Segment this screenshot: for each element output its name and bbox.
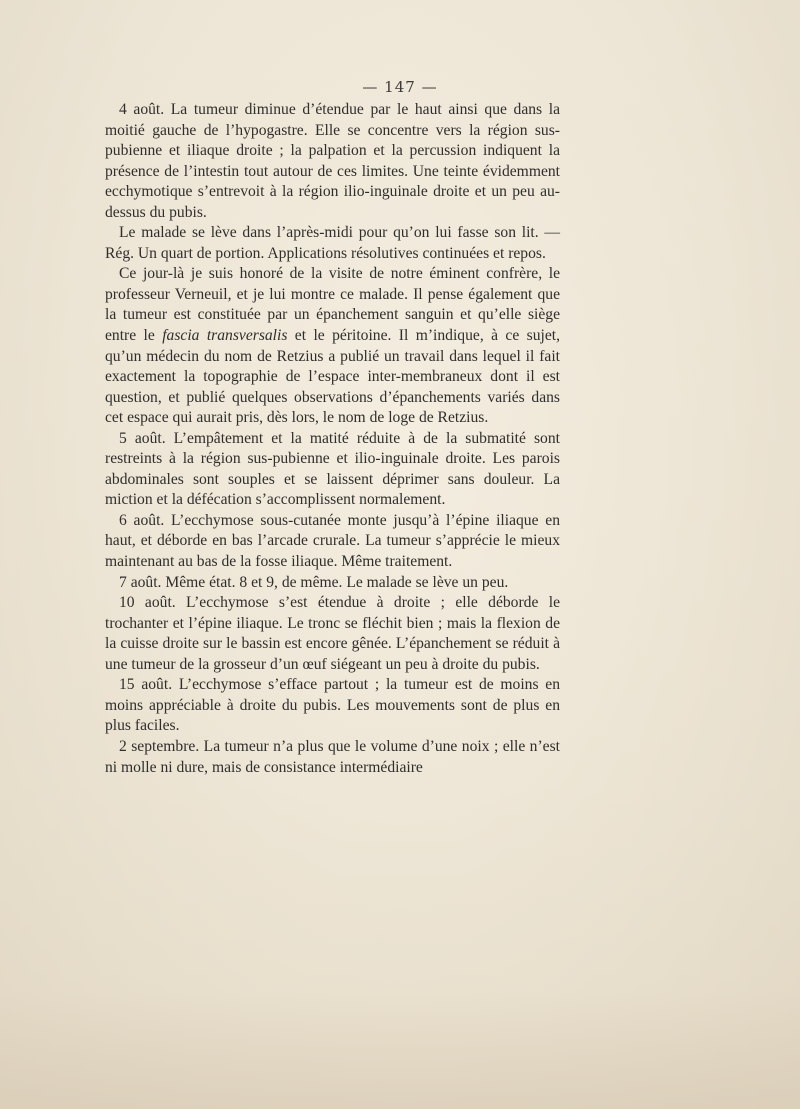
paragraph-lit: Le malade se lève dans l’après-midi pour qu’on lui fasse son lit. — Rég. Un quart de portion. Applications résolutives continuées et repos. <box>105 224 560 262</box>
paragraph-15-aout: 15 août. L’ecchymose s’efface partout ; la tumeur est de moins en moins appréciable à droite du pubis. Les mouvements sont de plus en plus faciles. <box>105 676 560 735</box>
paragraph-5-aout: 5 août. L’empâtement et la matité réduite à de la submatité sont restreints à la région sus-pubienne et ilio-inguinale droite. Les parois abdominales sont souples et se laissent déprimer sans douleur. La miction et la défécation s’accomplissent normalement. <box>105 429 560 509</box>
paper-shading <box>0 989 800 1109</box>
paragraph-4-aout: 4 août. La tumeur diminue d’étendue par le haut ainsi que dans la moitié gauche de l’hypogastre. Elle se concentre vers la région sus-pubienne et iliaque droite ; la palpation et la percussion indiquent la présence de l’intestin tout autour de ces limites. Une teinte évidemment ecchymotique s’entrevoit à la région ilio-inguinale droite et un peu au-dessus du pubis. <box>105 101 560 221</box>
page-number: — 147 — <box>362 78 438 96</box>
paragraph-verneuil-part1: Ce jour-là je suis honoré de la visite de notre éminent confrère, le professeur Verneuil, et je lui montre ce malade. Il pense également que la tumeur est constituée par un épanchement sanguin et qu’elle siège entre le <box>105 265 560 345</box>
paragraph-verneuil-part2: et le péritoine. Il m’indique, à ce sujet, qu’un médecin du nom de Retzius a publié un travail dans lequel il fait exactement la topographie de l’espace inter-membraneux dont il est question, et publié quelques observations d’épanchements variés dans cet espace qui aurait pris, dès lors, le nom de loge de Retzius. <box>105 327 560 427</box>
fascia-italic: fascia transversalis <box>162 327 288 345</box>
paragraph-10-aout: 10 août. L’ecchymose s’est étendue à droite ; elle déborde le trochanter et l’épine iliaque. Le tronc se fléchit bien ; mais la flexion de la cuisse droite sur le bassin est encore gênée. L’épanchement se réduit à une tumeur de la grosseur d’un œuf siégeant un peu à droite du pubis. <box>105 594 560 673</box>
paragraph-6-aout: 6 août. L’ecchymose sous-cutanée monte jusqu’à l’épine iliaque en haut, et déborde en bas l’arcade crurale. La tumeur s’apprécie le mieux maintenant au bas de la fosse iliaque. Même traitement. <box>105 511 560 571</box>
paragraph-7-aout: 7 août. Même état. 8 et 9, de même. Le malade se lève un peu. <box>119 573 509 591</box>
body-text <box>105 100 560 778</box>
paragraph-verneuil <box>105 264 560 428</box>
paragraph-2-septembre: 2 septembre. La tumeur n’a plus que le volume d’une noix ; elle n’est ni molle ni dure, mais de consistance intermédiaire <box>105 737 560 776</box>
